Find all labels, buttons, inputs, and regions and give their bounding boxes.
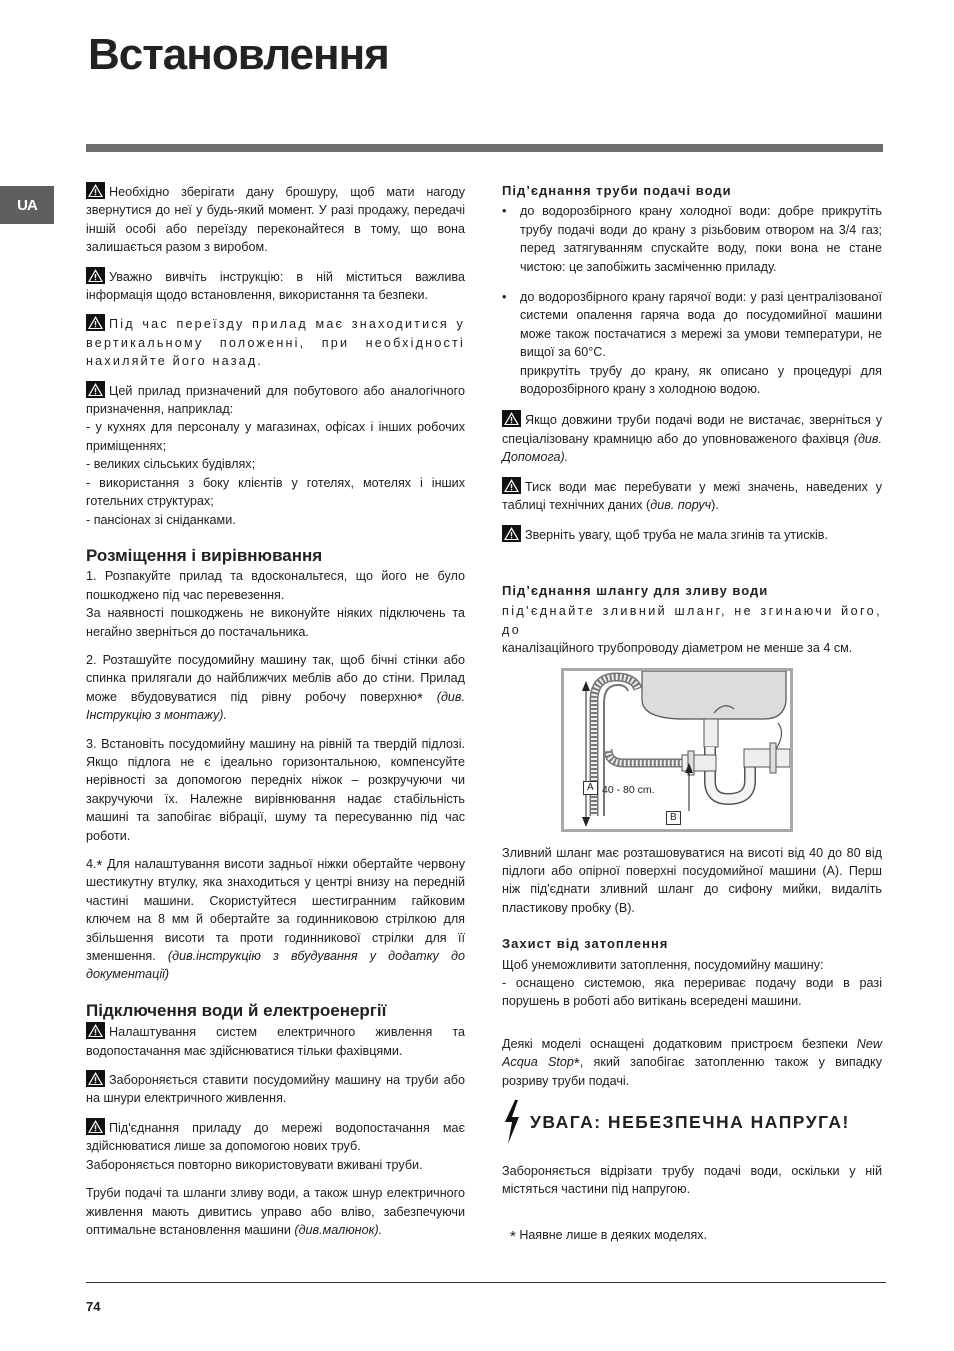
hoses-orientation: Труби подачі та шланги зливу води, а також шнур електричного живлення мають дивитись управо або вліво, забезпечуючи оптимальне встановлення машини (див.малюнок). xyxy=(86,1186,465,1237)
warning-icon xyxy=(502,525,521,542)
supply-list xyxy=(502,202,882,398)
language-tab: UA xyxy=(0,186,54,224)
warning-no-kinks: Зверніть увагу, щоб труба не мала згинів та утисків. xyxy=(502,525,882,544)
section-heading-supply: Під’єднання труби подачі води xyxy=(502,183,732,198)
warning-icon xyxy=(86,267,105,284)
left-column xyxy=(86,182,465,1239)
drain-diagram xyxy=(561,668,793,832)
list-item: • до водорозбірного крану холодної води: добре прикрутіть трубу подачі води до крану з різьбовим отвором на 3/4 газ; перед затягуванням спускайте воду, поки вона не стане чистою: це запобіжить засміченню приладу. xyxy=(502,204,882,274)
warning-transport: Під час переїзду прилад має знаходитися у вертикальному положенні, при необхідності нахиляйте його назад. xyxy=(86,314,465,370)
lightning-icon xyxy=(502,1100,522,1144)
placement-step-3: 3. Встановіть посудомийну машину на рівній та твердій підлозі. Якщо підлога не є ідеально горизонтальною, компенсуйте нерівності за допомогою передніх ніжок – розкручуючи чи закручуючи їх. Належне вирівнювання надає стабільність машині та запобігає вібрації, шуму та пересуванню під час роботи. xyxy=(86,736,465,843)
warning-hose-length: Якщо довжини труби подачі води не вистачає, зверніться у спеціалізовану крамницю або до уповноваженого фахівця (див. Допомога). xyxy=(502,410,882,466)
warning-icon xyxy=(86,182,105,199)
section-heading-placement: Розміщення і вирівнювання xyxy=(86,545,323,565)
warning-new-pipes: Під'єднання приладу до мережі водопостачання має здійснюватися лише за допомогою нових труб. xyxy=(86,1118,465,1156)
drain-diagram-graphic xyxy=(564,671,790,829)
warning-qualified-install: Налаштування систем електричного живлення та водопостачання має здійснюватися тільки фахівцями. xyxy=(86,1022,465,1060)
warning-icon xyxy=(86,1118,105,1135)
warning-read-instructions: Уважно вивчіть інструкцію: в ній міститься важлива інформація щодо встановлення, використання та безпеки. xyxy=(86,267,465,305)
figure-label-a: A xyxy=(583,781,598,795)
usage-item: - великих сільських будівлях; xyxy=(86,457,256,472)
danger-title: УВАГА: НЕБЕЗПЕЧНА НАПРУГА! xyxy=(530,1111,850,1132)
warning-icon xyxy=(502,410,521,427)
warning-icon xyxy=(86,1022,105,1039)
figure-label-b: B xyxy=(666,811,681,825)
flood-text-2: - оснащено системою, яка перериває подачу води в разі порушень в роботі або витікань всередені машини. xyxy=(502,975,882,1009)
warning-icon xyxy=(502,477,521,494)
warning-no-reuse: Забороняється повторно використовувати вживані труби. xyxy=(86,1157,423,1172)
section-heading-connection: Підключення води й електроенергії xyxy=(86,1000,387,1020)
danger-text: Забороняється відрізати трубу подачі води, оскільки у ній містяться частини під напругою. xyxy=(502,1164,882,1197)
section-heading-flood: Захист від затоплення xyxy=(502,936,669,952)
warning-icon xyxy=(86,1070,105,1087)
danger-voltage-block xyxy=(502,1100,882,1144)
placement-step-4: 4.* Для налаштування висоти задньої ніжки обертайте червону шестикутну втулку, яка знаходиться у центрі внизу на передній частині машини. Скористуйтеся шестигранним гайковим ключем на 8 мм й обертайте за годинниковою стрілкою для збільшення висоти та проти годинникової стрілки для її зменшення. (див.інструкцію з вбудування у додатку до документації) xyxy=(86,857,465,982)
warning-keep-manual: Необхідно зберігати дану брошуру, щоб мати нагоду звернутися до неї у будь-який момент. У разі продажу, передачі іншій особі або переїзду переконайтеся в тому, що вона залишається разом з виробом. xyxy=(86,182,465,257)
usage-item: - пансіонах зі сніданками. xyxy=(86,512,236,527)
figure-label-range: 40 - 80 cm. xyxy=(602,783,655,796)
list-item: • до водорозбірного крану гарячої води: у разі централізованої системи опалення гаряча вода до посудомийної машини може також постачатися з мережі за умови температури, не вищої за 60°C. прикрутіть трубу до крану, як описано у процедурі для водорозбірного крану з холодною водою. xyxy=(502,290,882,397)
flood-text-1: Щоб унеможливити затоплення, посудомийну машину: xyxy=(502,957,824,972)
drain-height-text: Зливний шланг має розташовуватися на висоті від 40 до 80 від підлоги або опірної поверхні посудомийної машини (A). Перш ніж під'єднати зливний шланг до сифону мийки, видаліть пластикову пробку (B). xyxy=(502,845,882,915)
warning-icon xyxy=(86,381,105,398)
warning-pressure: Тиск води має перебувати у межі значень, наведених у таблиці технічних даних (див. поруч). xyxy=(502,477,882,515)
usage-item: - у кухнях для персоналу у магазинах, офісах і інших робочих приміщеннях; xyxy=(86,420,465,453)
flood-text-3: Деякі моделі оснащені додатковим пристроєм безпеки New Acqua Stop*, який запобігає затопленню також у випадку розриву труби подачі. xyxy=(502,1036,882,1088)
section-heading-drain: Під’єднання шлангу для зливу води xyxy=(502,582,769,598)
usage-item: - використання з боку клієнтів у готелях, мотелях і інших готельних структурах; xyxy=(86,475,465,509)
page-number: 74 xyxy=(86,1299,101,1314)
right-column xyxy=(502,182,882,1199)
placement-step-1: 1. Розпакуйте прилад та вдоскональтеся, що його не було пошкоджено під час перевезення. xyxy=(86,569,465,602)
drain-intro-cont: каналізаційного трубопроводу діаметром не менше за 4 см. xyxy=(502,641,853,656)
warning-icon xyxy=(86,314,105,331)
warning-intended-use: Цей прилад призначений для побутового або аналогічного призначення, наприклад: xyxy=(86,381,465,419)
page-title: Встановлення xyxy=(88,30,389,79)
placement-step-2: 2. Розташуйте посудомийну машину так, щоб бічні стінки або спинка прилягали до найближчих меблів або до стіни. Прилад може вбудовуватися під рівну робочу поверхню* (див. Інструкцію з монтажу). xyxy=(86,652,465,723)
warning-no-pipes-under: Забороняється ставити посудомийну машину на труби або на шнури електричного живлення. xyxy=(86,1070,465,1108)
header-rule xyxy=(86,144,883,152)
footnote: * Наявне лише в деяких моделях. xyxy=(510,1228,707,1245)
footer-rule xyxy=(86,1282,886,1283)
placement-step-1-note: За наявності пошкоджень не виконуйте ніяких підключень та негайно зверніться до постачальника. xyxy=(86,606,465,639)
drain-intro: під'єднайте зливний шланг, не згинаючи його, до xyxy=(502,604,882,637)
